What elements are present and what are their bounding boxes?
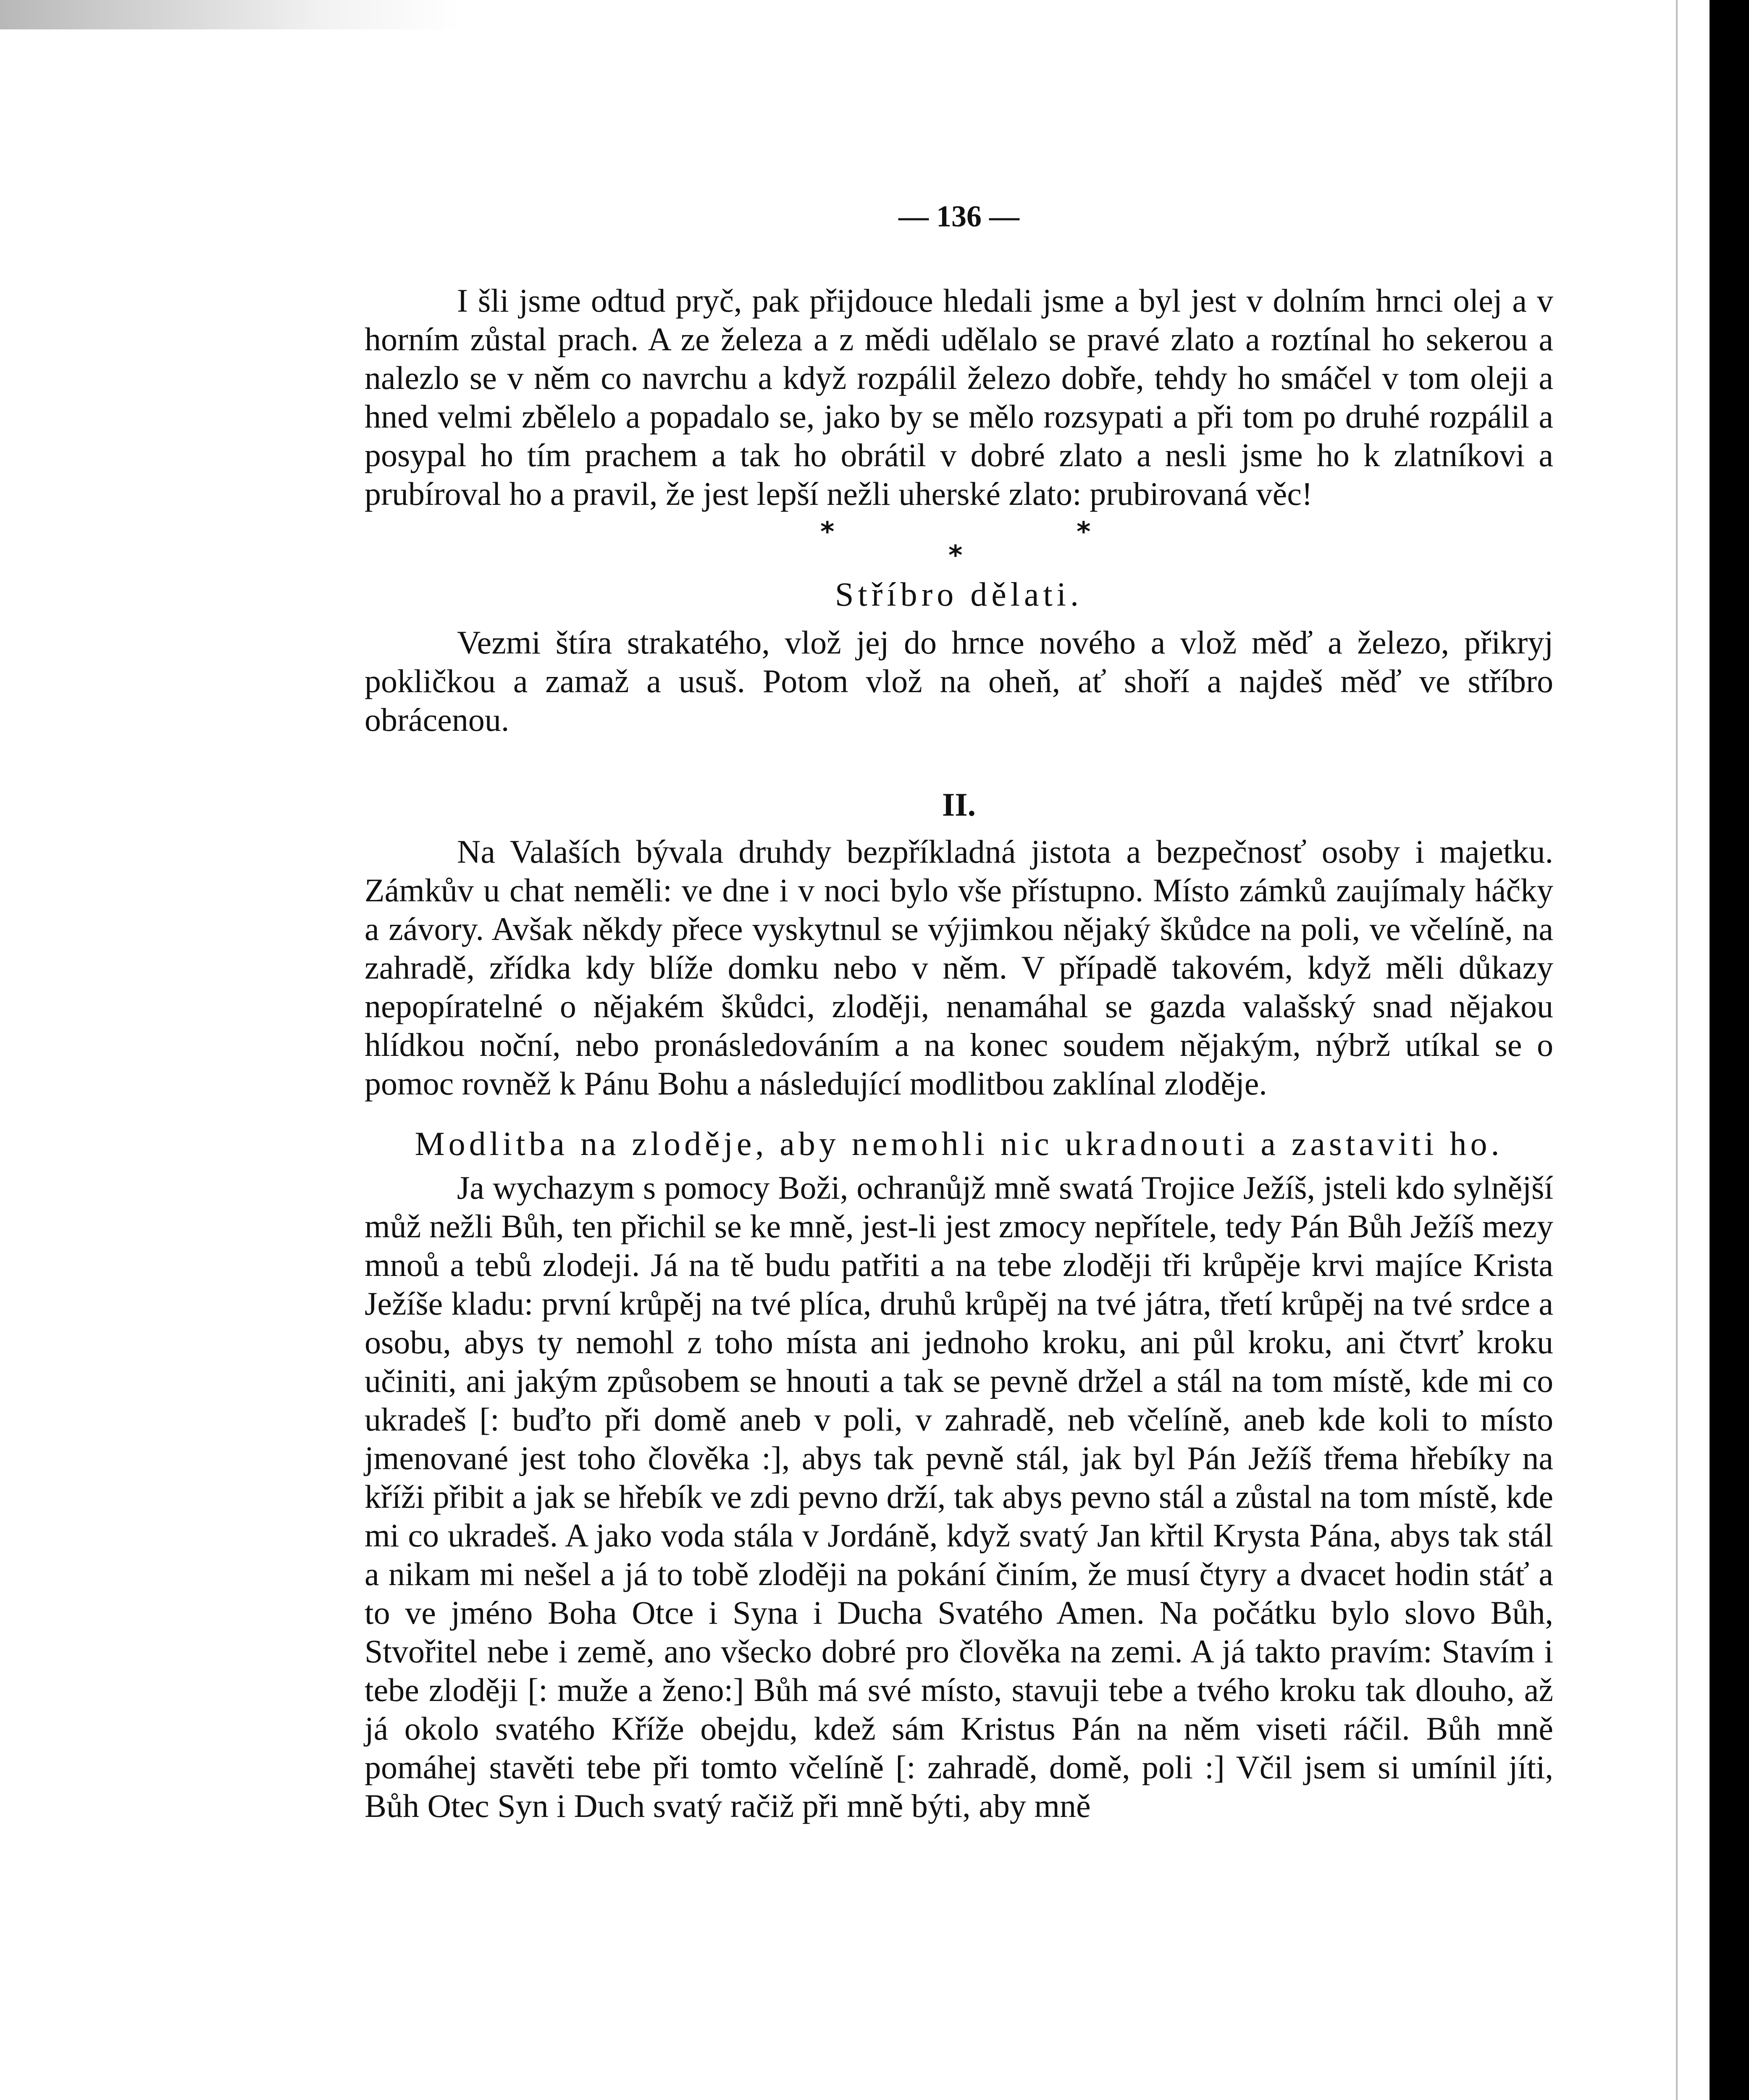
silver-paragraph: Vezmi štíra strakatého, vlož jej do hrnce nového a vlož měď a železo, přikryj pokličkou a zamaž a usuš. Potom vlož na oheň, ať shoří a najdeš měď ve stříbro obrácenou. xyxy=(365,624,1553,738)
prayer-heading: Modlitba na zloděje, aby nemohli nic ukradnouti a zastaviti ho. xyxy=(415,1126,1503,1163)
page-number: — 136 — xyxy=(898,200,1019,233)
page-edge-line xyxy=(1676,0,1678,2100)
separator-star-middle: * xyxy=(948,540,963,571)
separator-star-left: * xyxy=(820,517,835,548)
prayer-paragraph: Ja wychazym s pomocy Boži, ochranůjž mně swatá Trojice Ježíš, jsteli kdo sylnější můž nežli Bůh, ten přichil se ke mně, jest-li jest zmocy nepřítele, tedy Pán Bůh Ježíš mezy mnoů a tebů zlodeji. Já na tě budu patřiti a na tebe zloději tři krůpěje krvi majíce Krista Ježíše kladu: první krůpěj na tvé plíca, druhů krůpěj na tvé játra, třetí krůpěj na tvé srdce a osobu, abys ty nemohl z toho místa ani jednoho kroku, ani půl kroku, ani čtvrť kroku učiniti, ani jakým způsobem se hnouti a tak se pevně držel a stál na tom místě, kde mi co ukradeš [: buďto při domě aneb v poli, v zahradě, neb včelíně, aneb kde koli to místo jmenované jest toho člověka :], abys tak pevně stál, jak byl Pán Ježíš třema hřebíky na kříži přibit a jak se hřebík ve zdi pevno drží, tak abys pevno stál a zůstal na tom místě, kde mi co ukradeš. A jako voda stála v Jordáně, když svatý Jan křtil Krysta Pána, abys tak stál a nikam mi nešel a já to tobě zloději na pokání činím, že musí čtyry a dvacet hodin stáť a to ve jméno Boha Otce i Syna i Ducha Svatého Amen. Na počátku bylo slovo Bůh, Stvořitel nebe i země, ano všecko dobré pro člověka na zemi. A já takto pravím: Stavím i tebe zloději [: muže a ženo:] Bůh má své místo, stavuji tebe a tvého kroku tak dlouho, až já okolo svatého Kříže obejdu, kdež sám Kristus Pán na něm viseti ráčil. Bůh mně pomáhej stavěti tebe při tomto včelíně [: zahradě, domě, poli :] Včil jsem si umínil jíti, Bůh Otec Syn i Duch svatý račiž při mně býti, aby mně xyxy=(365,1169,1553,1824)
chapter-numeral: II. xyxy=(942,786,976,823)
page-content xyxy=(365,197,1553,1825)
chapter-paragraph: Na Valaších bývala druhdy bezpříkladná jistota a bezpečnosť osoby i majetku. Zámkův u chat neměli: ve dne i v noci bylo vše přístupno. Místo zámků zaujímaly háčky a závory. Avšak někdy přece vyskytnul se výjimkou nějaký škůdce na poli, ve včelíně, na zahradě, zřídka kdy blíže domku nebo v něm. V případě takovém, když měli důkazy nepopíratelné o nějakém škůdci, zloději, nenamáhal se gazda valašský snad nějakou hlídkou noční, nebo pronásledováním a na konec soudem nějakým, nýbrž utíkal se o pomoc rovněž k Pánu Bohu a následující modlitbou zaklínal zloděje. xyxy=(365,833,1553,1102)
separator-star-right: * xyxy=(1077,517,1091,548)
silver-heading: Stříbro dělati. xyxy=(835,576,1083,613)
intro-paragraph: I šli jsme odtud pryč, pak přijdouce hledali jsme a byl jest v dolním hrnci olej a v horním zůstal prach. A ze železa a z mědi udělalo se pravé zlato a roztínal ho sekerou a nalezlo se v něm co navrchu a když rozpálil železo dobře, tehdy ho smáčel v tom oleji a hned velmi zbělelo a popadalo se, jako by se mělo rozsypati a při tom po druhé rozpálil a posypal ho tím prachem a tak ho obrátil v dobré zlato a nesli jsme ho k zlatníkovi a prubíroval ho a pravil, že jest lepší nežli uherské zlato: prubirovaná věc! xyxy=(365,282,1553,512)
section-separator xyxy=(365,517,1553,571)
scan-edge-shadow xyxy=(0,0,462,29)
